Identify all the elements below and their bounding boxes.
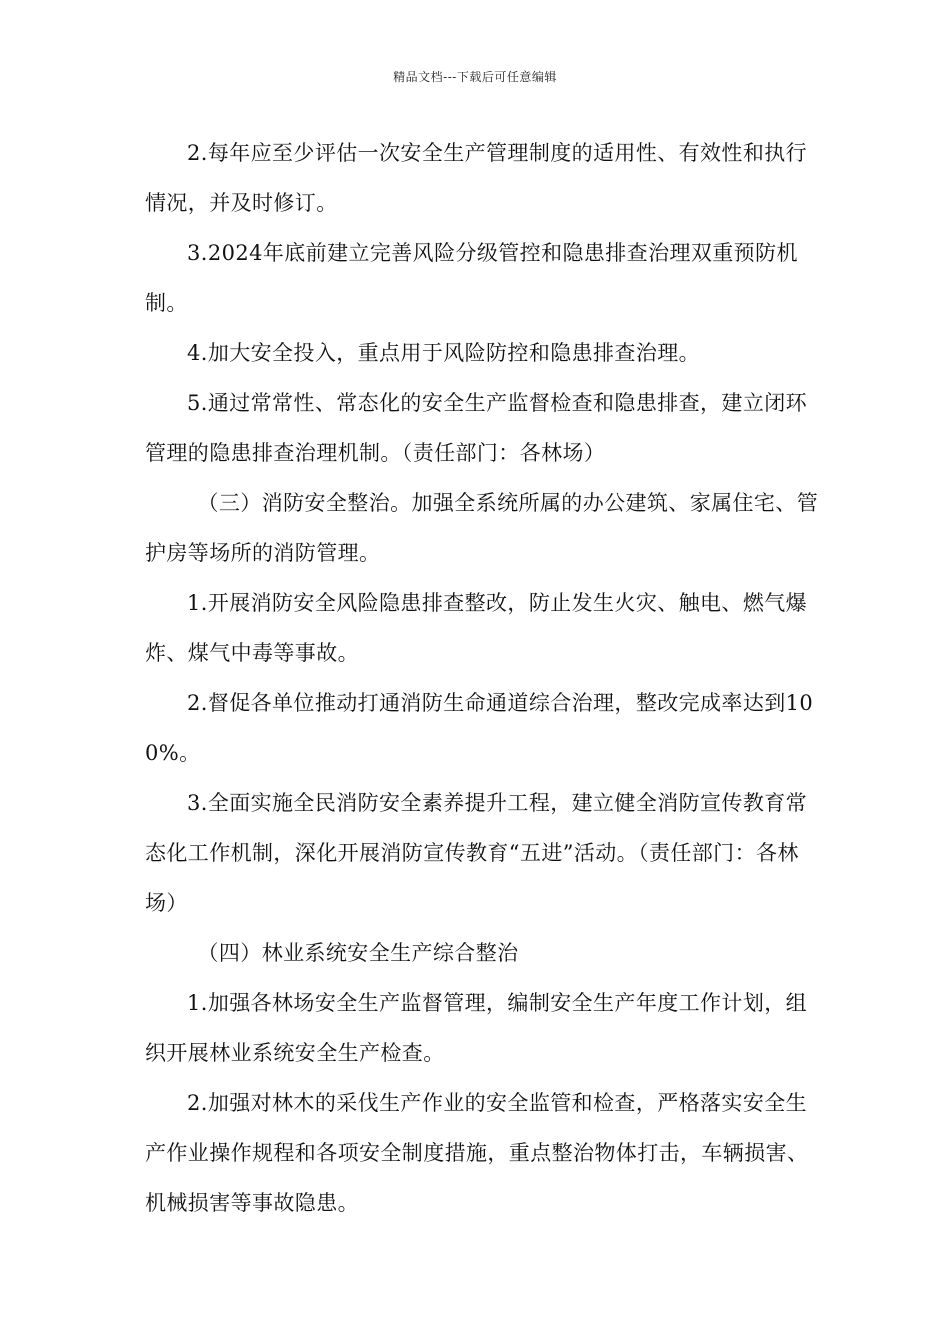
- paragraph-forestry-item-2: 2.加强对林木的采伐生产作业的安全监管和检查，严格落实安全生产作业操作规程和各项安全制度措施，重点整治物体打击，车辆损害、机械损害等事故隐患。: [145, 1091, 809, 1215]
- section-heading-forestry: （四）林业系统安全生产综合整治: [197, 941, 519, 965]
- paragraph-fire-item-3: 3.全面实施全民消防安全素养提升工程，建立健全消防宣传教育常态化工作机制，深化开展消防宣传教育“五进”活动。（责任部门：各林场）: [145, 791, 808, 915]
- paragraph-item-4-investment: 4.加大安全投入，重点用于风险防控和隐患排查治理。: [187, 341, 701, 365]
- page-header: 精品文档---下载后可任意编辑: [393, 70, 557, 84]
- document-body: [145, 128, 825, 1228]
- paragraph-fire-item-1: 1.开展消防安全风险隐患排查整改，防止发生火灾、触电、燃气爆炸、煤气中毒等事故。: [145, 591, 808, 665]
- paragraph-item-3-dual-prevention: 3.2024年底前建立完善风险分级管控和隐患排查治理双重预防机制。: [145, 241, 798, 315]
- paragraph-fire-item-2: 2.督促各单位推动打通消防生命通道综合治理，整改完成率达到100%。: [145, 691, 814, 765]
- paragraph-forestry-item-1: 1.加强各林场安全生产监督管理，编制安全生产年度工作计划，组织开展林业系统安全生产检查。: [145, 991, 808, 1065]
- paragraph-item-2-review: 2.每年应至少评估一次安全生产管理制度的适用性、有效性和执行情况，并及时修订。: [145, 141, 808, 215]
- paragraph-item-5-inspection: 5.通过常常性、常态化的安全生产监督检查和隐患排查，建立闭环管理的隐患排查治理机制。（责任部门：各林场）: [145, 391, 808, 465]
- section-heading-fire-safety: （三）消防安全整治。加强全系统所属的办公建筑、家属住宅、管护房等场所的消防管理。: [145, 491, 819, 565]
